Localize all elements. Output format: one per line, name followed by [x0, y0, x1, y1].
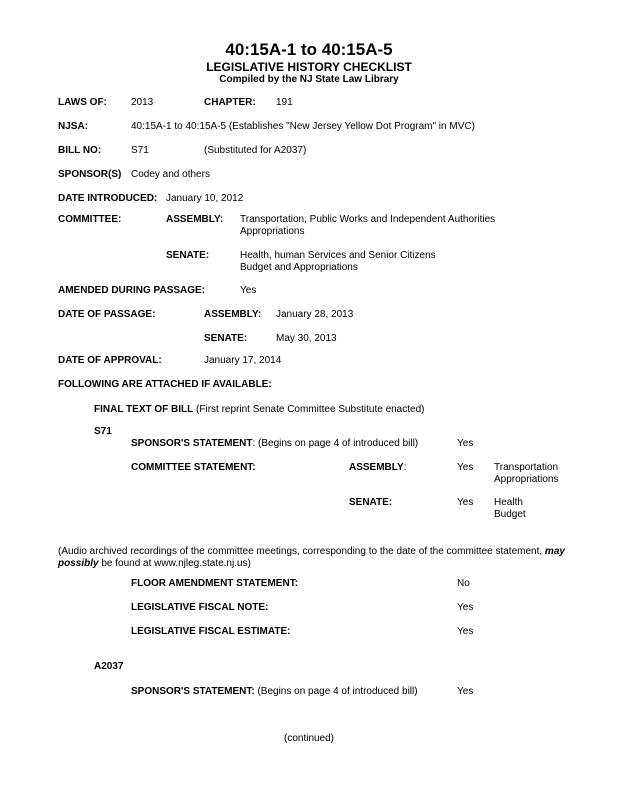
sponsors-value: Codey and others: [131, 169, 210, 180]
final-text-line: [94, 404, 424, 416]
passage-assembly-value: January 28, 2013: [276, 309, 354, 320]
a2037-sponsor-statement-label: SPONSOR'S STATEMENT:: [131, 686, 255, 697]
s71-senate-value: Yes: [457, 497, 474, 508]
chapter-label: CHAPTER:: [204, 97, 256, 108]
s71-assembly-committee: Transportation: [494, 462, 559, 473]
a2037-sponsor-statement-note: (Begins on page 4 of introduced bill): [254, 686, 418, 697]
committee-assembly-line: Transportation, Public Works and Independent Authorities: [240, 214, 496, 225]
s71-sponsor-statement-label: SPONSOR'S STATEMENT: [131, 438, 253, 449]
fiscal-estimate-value: Yes: [457, 626, 474, 637]
audio-note-emphasis: may possibly: [58, 546, 565, 569]
s71-sponsor-statement-value: Yes: [457, 438, 474, 449]
s71-sponsor-statement: [131, 438, 418, 450]
s71-senate-committees: [494, 497, 526, 521]
committee-senate-line: Health, human Services and Senior Citizens: [240, 250, 436, 261]
s71-assembly-label: ASSEMBLY: [349, 462, 404, 473]
bill-no-label: BILL NO:: [58, 145, 102, 156]
laws-of-value: 2013: [131, 97, 154, 108]
passage-assembly-label: ASSEMBLY:: [204, 309, 262, 320]
a2037-sponsor-statement: [131, 686, 418, 698]
fiscal-note-value: Yes: [457, 602, 474, 613]
date-of-approval-label: DATE OF APPROVAL:: [58, 355, 162, 366]
committee-label: COMMITTEE:: [58, 214, 122, 225]
document-title: 40:15A-1 to 40:15A-5: [225, 40, 393, 59]
committee-assembly-list: [240, 214, 495, 238]
audio-note-text: (Audio archived recordings of the committee meetings, corresponding to the date of the committee statement,: [58, 546, 545, 557]
continued-note: (continued): [283, 733, 335, 744]
s71-assembly-committee: Appropriations: [494, 474, 559, 485]
compiled-by: Compiled by the NJ State Law Library: [219, 74, 399, 85]
document-subtitle: LEGISLATIVE HISTORY CHECKLIST: [206, 60, 412, 74]
bill-no-note: (Substituted for A2037): [204, 145, 307, 156]
s71-assembly-colon: :: [403, 462, 407, 473]
njsa-value: 40:15A-1 to 40:15A-5 (Establishes "New Jersey Yellow Dot Program" in MVC): [131, 121, 475, 132]
s71-senate-committee: Health: [494, 497, 523, 508]
committee-senate-label: SENATE:: [166, 250, 210, 261]
committee-assembly-label: ASSEMBLY:: [166, 214, 224, 225]
floor-amendment-label: FLOOR AMENDMENT STATEMENT:: [131, 578, 299, 589]
passage-senate-label: SENATE:: [204, 333, 248, 344]
passage-senate-value: May 30, 2013: [276, 333, 337, 344]
date-introduced-value: January 10, 2012: [166, 193, 244, 204]
a2037-sponsor-statement-value: Yes: [457, 686, 474, 697]
s71-assembly-value: Yes: [457, 462, 474, 473]
attached-heading: FOLLOWING ARE ATTACHED IF AVAILABLE:: [58, 379, 272, 390]
s71-assembly: [349, 462, 406, 474]
final-text-label: FINAL TEXT OF BILL: [94, 404, 194, 415]
s71-committee-statement-label: COMMITTEE STATEMENT:: [131, 462, 256, 473]
njsa-label: NJSA:: [58, 121, 89, 132]
committee-assembly-line: Appropriations: [240, 226, 305, 237]
sponsors-label: SPONSOR(S): [58, 169, 122, 180]
date-of-approval-value: January 17, 2014: [204, 355, 282, 366]
fiscal-note-label: LEGISLATIVE FISCAL NOTE:: [131, 602, 269, 613]
s71-senate-label: SENATE:: [349, 497, 393, 508]
laws-of-label: LAWS OF:: [58, 97, 107, 108]
s71-senate-committee: Budget: [494, 509, 526, 520]
date-of-passage-label: DATE OF PASSAGE:: [58, 309, 156, 320]
s71-assembly-committees: [494, 462, 558, 486]
floor-amendment-value: No: [457, 578, 470, 589]
audio-note-link-text: be found at www.njleg.state.nj.us): [98, 558, 251, 569]
s71-sponsor-statement-note: : (Begins on page 4 of introduced bill): [252, 438, 419, 449]
a2037-label: A2037: [94, 661, 124, 672]
bill-no-value: S71: [131, 145, 149, 156]
s71-label: S71: [94, 426, 112, 437]
fiscal-estimate-label: LEGISLATIVE FISCAL ESTIMATE:: [131, 626, 291, 637]
amended-label: AMENDED DURING PASSAGE:: [58, 285, 206, 296]
chapter-value: 191: [276, 97, 293, 108]
committee-senate-list: [240, 250, 436, 274]
amended-value: Yes: [240, 285, 257, 296]
committee-senate-line: Budget and Appropriations: [240, 262, 358, 273]
final-text-note: (First reprint Senate Committee Substitute enacted): [196, 404, 425, 415]
audio-note: [58, 546, 578, 570]
date-introduced-label: DATE INTRODUCED:: [58, 193, 158, 204]
